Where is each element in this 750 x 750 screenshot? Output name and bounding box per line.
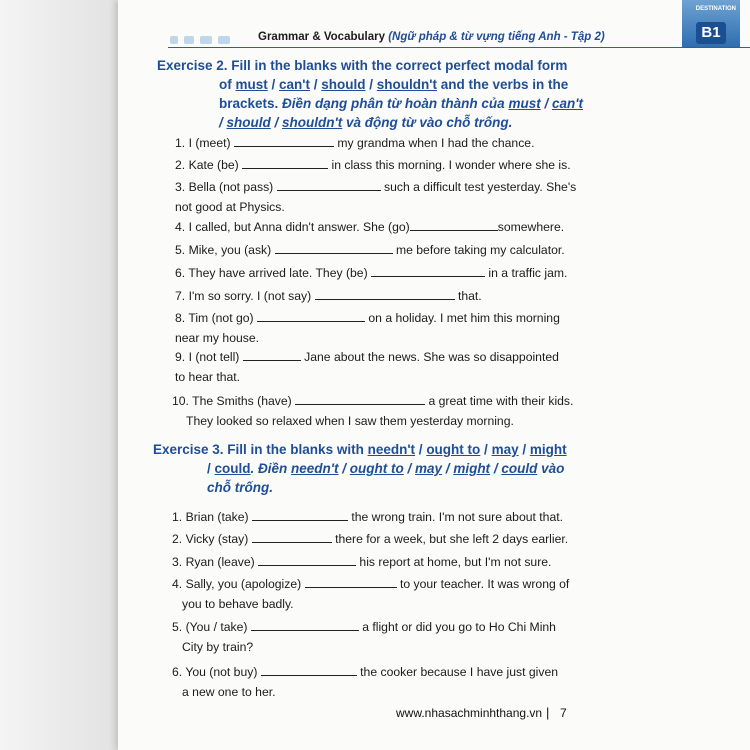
exercise-3-item: 2. Vicky (stay) there for a week, but she left 2 days earlier. [172, 532, 569, 546]
exercise-2-item: 3. Bella (not pass) such a difficult test yesterday. She's not good at Physics. [175, 180, 577, 214]
answer-blank[interactable] [261, 663, 357, 676]
exercise-2-item: 7. I'm so sorry. I (not say) that. [175, 289, 482, 303]
header-dot [184, 36, 194, 44]
exercise-2-heading-line: brackets. Điền dạng phân từ hoàn thành của must / can't [219, 96, 583, 111]
answer-blank[interactable] [295, 392, 425, 405]
footer-separator: | [546, 705, 550, 720]
book-title-main: Grammar & Vocabulary [258, 31, 385, 43]
exercise-2-heading [157, 56, 597, 132]
exercise-3-heading-line: chỗ trống. [207, 480, 273, 495]
answer-blank[interactable] [277, 178, 381, 191]
answer-blank[interactable] [410, 218, 498, 231]
exercise-3-item: 4. Sally, you (apologize) to your teacher. It was wrong of you to behave badly. [172, 577, 570, 611]
answer-blank[interactable] [251, 618, 359, 631]
header-dot [200, 36, 212, 44]
book-title [258, 31, 605, 43]
answer-blank[interactable] [258, 553, 356, 566]
exercise-2-item: 10. The Smiths (have) a great time with their kids. They looked so relaxed when I saw them yesterday morning. [172, 394, 574, 428]
exercise-3-item: 3. Ryan (leave) his report at home, but I'm not sure. [172, 555, 552, 569]
exercise-3-heading-line: / could. Điền needn't / ought to / may / might / could vào [207, 461, 565, 476]
answer-blank[interactable] [305, 575, 397, 588]
answer-blank[interactable] [242, 156, 328, 169]
header-dot [170, 36, 178, 44]
exercise-2-item: 5. Mike, you (ask) me before taking my calculator. [175, 243, 565, 257]
exercise-2-item: 8. Tim (not go) on a holiday. I met him this morning near my house. [175, 311, 560, 345]
exercise-2-item: 9. I (not tell) Jane about the news. She was so disappointed to hear that. [175, 350, 559, 384]
header-decoration [170, 36, 230, 44]
exercise-3-heading [153, 440, 593, 497]
answer-blank[interactable] [371, 264, 485, 277]
exercise-2-heading-line: of must / can't / should / shouldn't and the verbs in the [219, 77, 569, 92]
exercise-2-item: 2. Kate (be) in class this morning. I wonder where she is. [175, 158, 571, 172]
exercise-3-heading-line: Exercise 3. Fill in the blanks with needn't / ought to / may / might [153, 442, 567, 457]
answer-blank[interactable] [252, 530, 332, 543]
answer-blank[interactable] [315, 287, 455, 300]
exercise-2-item: 1. I (meet) my grandma when I had the chance. [175, 136, 535, 150]
exercise-2-item: 4. I called, but Anna didn't answer. She (go) somewhere. [175, 220, 565, 234]
answer-blank[interactable] [243, 348, 301, 361]
answer-blank[interactable] [252, 508, 348, 521]
exercise-3-item: 6. You (not buy) the cooker because I have just given a new one to her. [172, 665, 558, 699]
exercise-2-heading-line: Exercise 2. Fill in the blanks with the correct perfect modal form [157, 58, 568, 73]
page-number: 7 [560, 706, 567, 720]
page-gutter-shadow [0, 0, 118, 750]
level-badge: B1 [696, 22, 726, 44]
header-rule [168, 47, 750, 48]
series-label: DESTINATION [695, 6, 736, 12]
answer-blank[interactable] [234, 134, 334, 147]
answer-blank[interactable] [257, 309, 365, 322]
page-header [118, 6, 750, 58]
exercise-3-item: 5. (You / take) a flight or did you go to Ho Chi Minh City by train? [172, 620, 556, 654]
exercise-2-item: 6. They have arrived late. They (be) in a traffic jam. [175, 266, 568, 280]
exercise-3-item: 1. Brian (take) the wrong train. I'm not sure about that. [172, 510, 564, 524]
answer-blank[interactable] [275, 241, 393, 254]
publisher-url: www.nhasachminhthang.vn [396, 706, 543, 720]
book-title-sub: (Ngữ pháp & từ vựng tiếng Anh - Tập 2) [388, 31, 605, 43]
exercise-2-heading-line: / should / shouldn't và động từ vào chỗ trống. [219, 115, 513, 130]
header-dot [218, 36, 230, 44]
